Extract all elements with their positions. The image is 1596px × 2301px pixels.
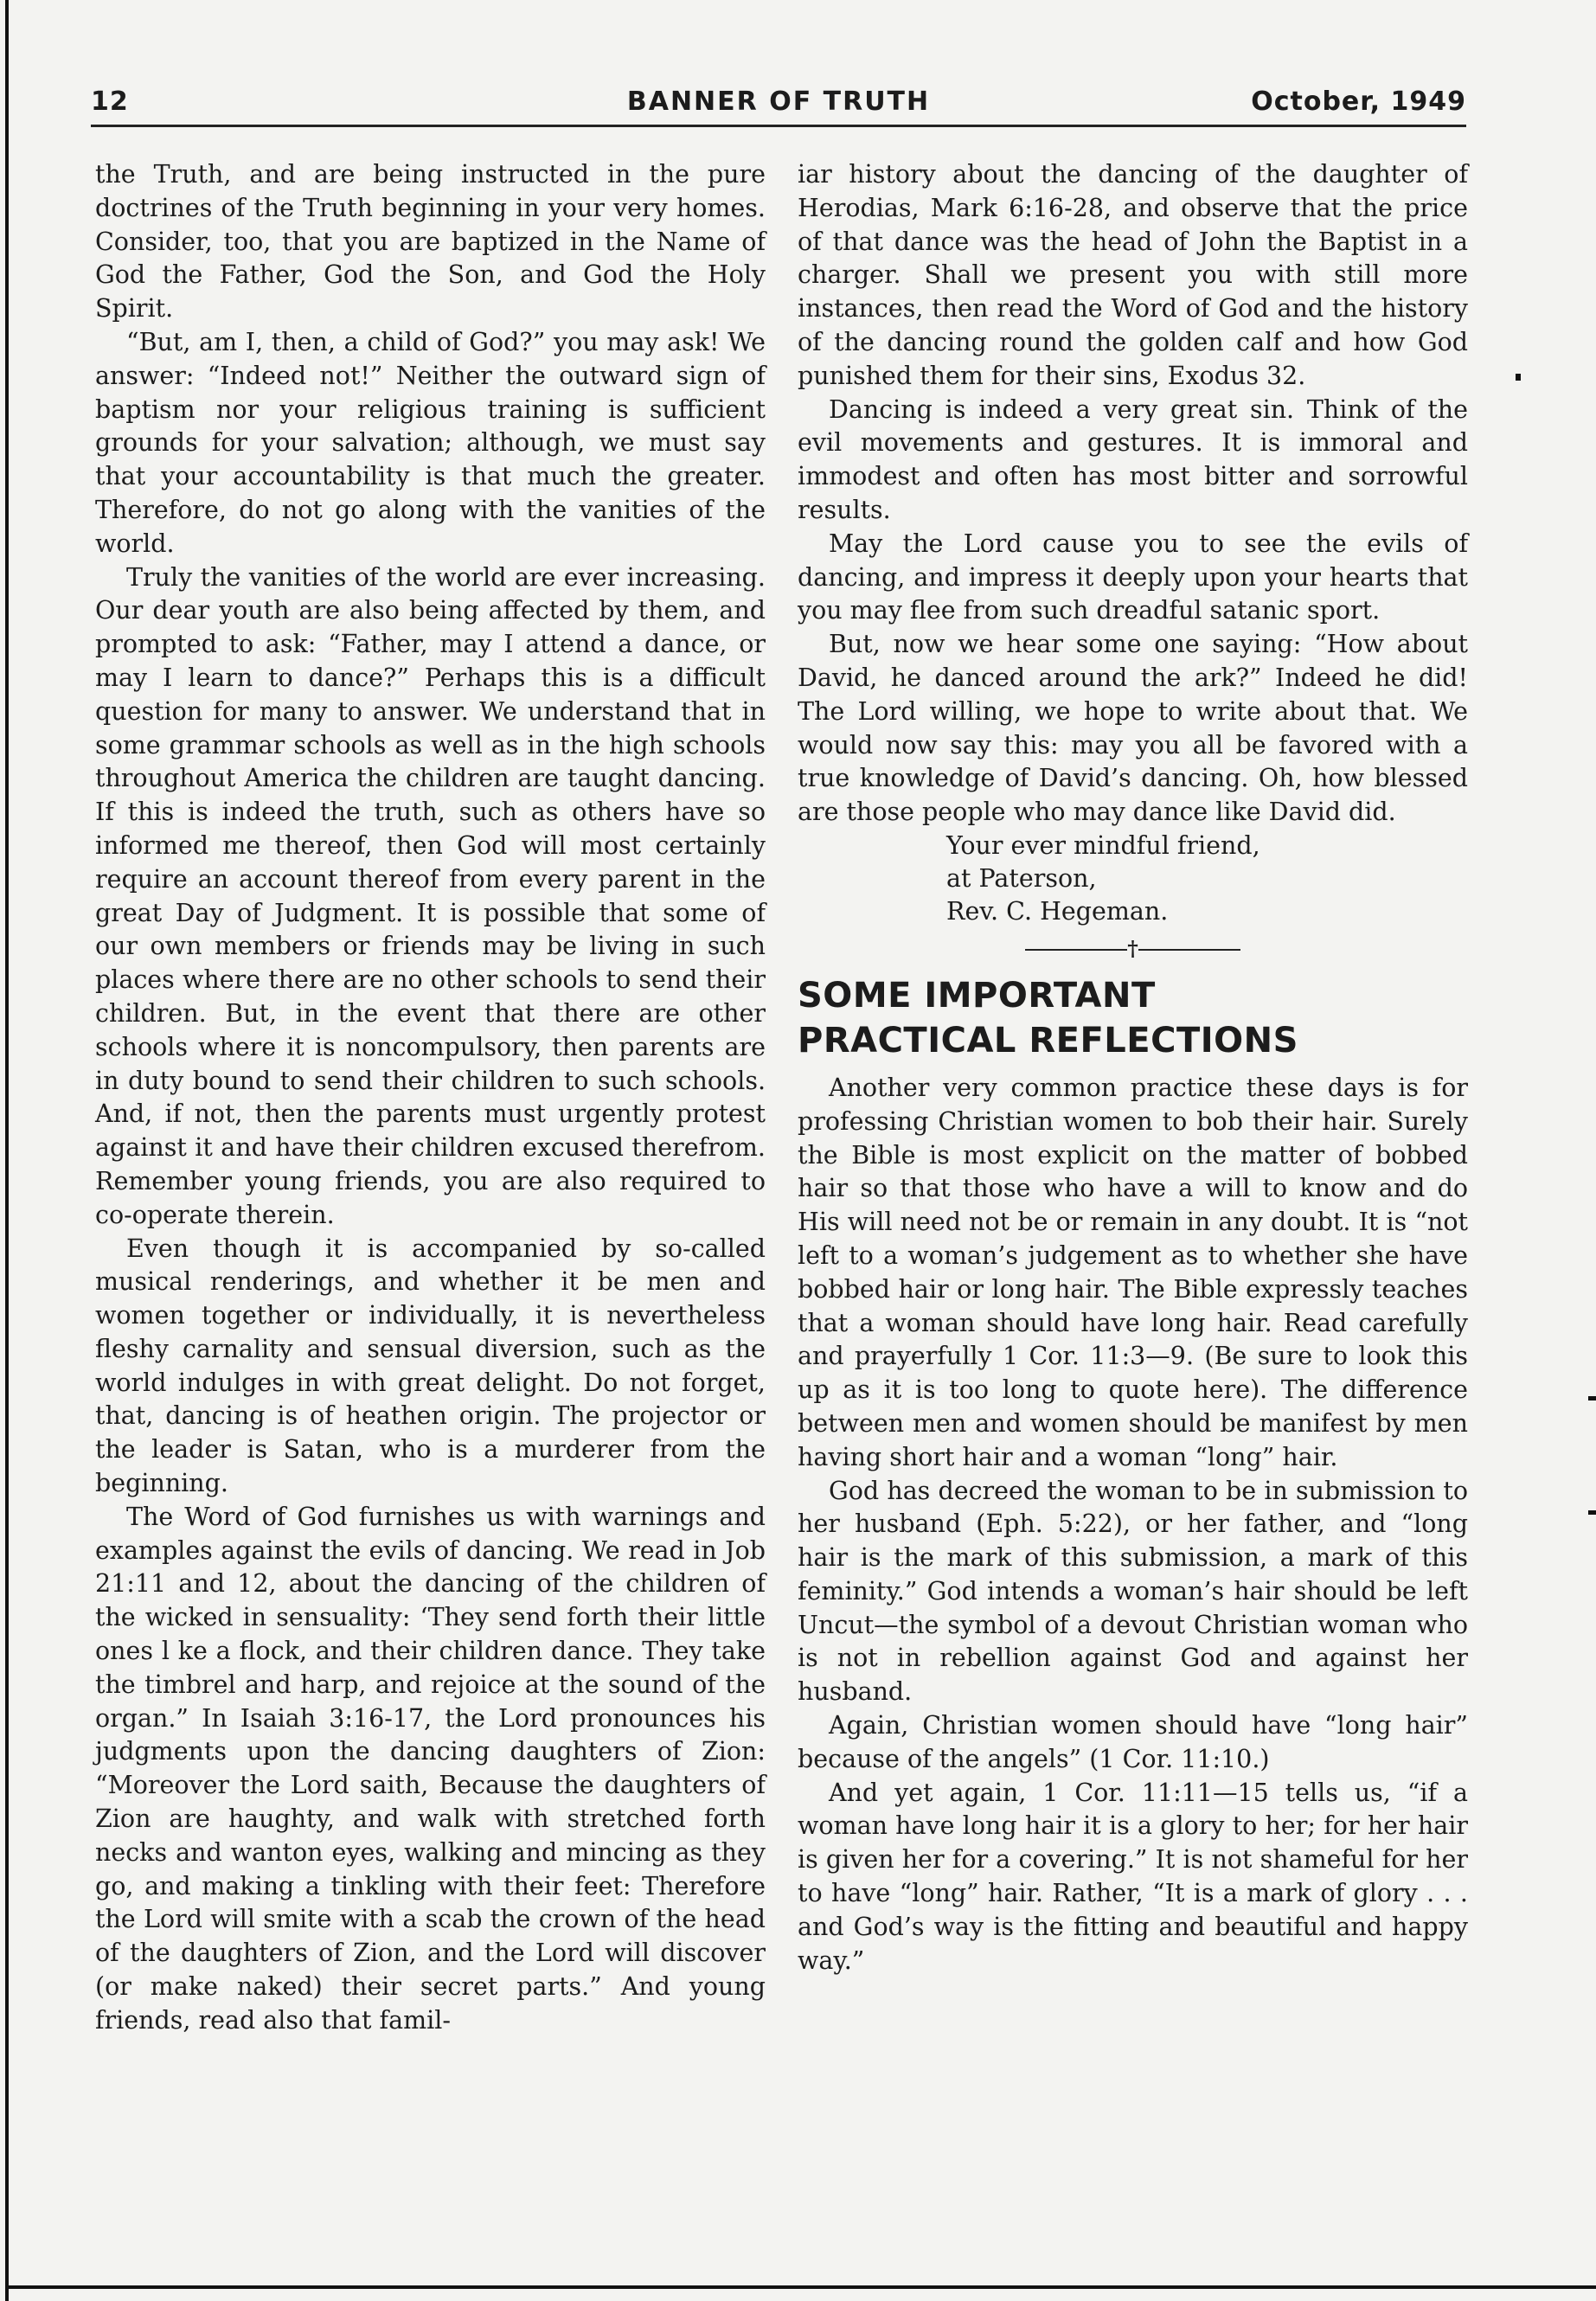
article-title-line: SOME IMPORTANT — [798, 975, 1156, 1016]
article-title-line: PRACTICAL REFLECTIONS — [798, 1020, 1298, 1061]
header-rule — [91, 125, 1466, 127]
scan-mark — [1588, 1510, 1596, 1515]
paragraph: Another very common practice these days is for professing Christian women to bob their hair. Surely the Bible is most explicit on the matter of bobbed hair so that those who have a will to know and do His will need not be or remain in any doubt. It is “not left to a woman’s judgement as to whether she have bobbed hair or long hair. The Bible expressly teaches that a woman should have long hair. Read carefully and prayerfully 1 Cor. 11:3—9. (Be sure to look this up as it is too long to quote here). The difference between men and women should be manifest by men having short hair and a woman “long” hair. — [798, 1073, 1468, 1471]
paragraph: iar history about the dancing of the daughter of Herodias, Mark 6:16-28, and observe that the price of that dance was the head of John the Baptist in a charger. Shall we present you with still more instances, then read the Word of God and the history of the dancing round the golden calf and how God punished them for their sins, Exodus 32. — [798, 160, 1468, 390]
page-number: 12 — [91, 87, 129, 117]
paragraph: The Word of God furnishes us with warnings and examples against the evils of dancing. We read in Job 21:11 and 12, about the dancing of the children of the wicked in sensuality: ‘They send forth their little ones l ke a flock, and their children dance. They take the timbrel and harp, and rejoice at the sound of the organ.” In Isaiah 3:16-17, the Lord pronounces his judgments upon the dancing daughters of Zion: “Moreover the Lord saith, Because the daughters of Zion are haughty, and walk with stretched forth necks and wanton eyes, walking and mincing as they go, and making a tinkling with their feet: Therefore the Lord will smite with a scab the crown of the head of the daughters of Zion, and the Lord will discover (or make naked) their secret parts.” And young friends, read also that famil- — [95, 1502, 766, 2035]
scan-mark — [1588, 1396, 1596, 1400]
signature-line: Your ever mindful friend, — [946, 830, 1260, 860]
paragraph: the Truth, and are being instructed in the pure doctrines of the Truth beginning in your very homes. Consider, too, that you are baptized in the Name of God the Father, God the Son, and God the Holy Spirit. — [95, 160, 766, 324]
running-header — [91, 87, 1466, 126]
divider-rule — [1025, 949, 1127, 951]
paragraph: May the Lord cause you to see the evils of dancing, and impress it deeply upon your hearts that you may flee from such dreadful satanic sport. — [798, 529, 1468, 625]
section-divider — [798, 937, 1468, 961]
paragraph: Truly the vanities of the world are ever increasing. Our dear youth are also being affected by them, and prompted to ask: “Father, may I attend a dance, or may I learn to dance?” Perhaps this is a difficult question for many to answer. We understand that in some grammar schools as well as in the high schools throughout America the children are taught dancing. If this is indeed the truth, such as others have so informed me thereof, then God will most certainly require an account thereof from every parent in the great Day of Judgment. It is possible that some of our own members or friends may be living in such places where there are no other schools to send their children. But, in the event that there are other schools where it is noncompulsory, then parents are in duty bound to send their children to such schools. And, if not, then the parents must urgently protest against it and have their children excused therefrom. Remember young friends, you are also required to co-operate therein. — [95, 562, 766, 1229]
cross-icon: † — [1127, 935, 1138, 961]
publication-title: BANNER OF TRUTH — [626, 87, 931, 117]
signature-line: at Paterson, — [946, 863, 1097, 893]
page-edge-bottom — [5, 2285, 1596, 2289]
issue-date: October, 1949 — [1251, 87, 1466, 117]
right-column — [798, 158, 1468, 1977]
article-title — [798, 973, 1468, 1063]
page-edge-left — [5, 0, 9, 2301]
letter-signature — [946, 830, 1468, 928]
divider-rule — [1138, 949, 1240, 951]
paragraph: Again, Christian women should have “long hair” because of the angels” (1 Cor. 11:10.) — [798, 1711, 1468, 1773]
paragraph: “But, am I, then, a child of God?” you may ask! We answer: “Indeed not!” Neither the outward sign of baptism nor your religious training is sufficient grounds for your salvation; although, we must say that your accountability is that much the greater. Therefore, do not go along with the vanities of the world. — [95, 327, 766, 558]
left-column — [95, 158, 766, 2038]
paragraph: And yet again, 1 Cor. 11:11—15 tells us, “if a woman have long hair it is a glory to her; for her hair is given her for a covering.” It is not shameful for her to have “long” hair. Rather, “It is a mark of glory . . . and God’s way is the fitting and beautiful and happy way.” — [798, 1778, 1468, 1975]
scan-mark — [1516, 374, 1521, 381]
paragraph: God has decreed the woman to be in submission to her husband (Eph. 5:22), or her father, and “long hair is the mark of this submission, a mark of this feminity.” God intends a woman’s hair should be left Uncut—the symbol of a devout Christian woman who is not in rebellion against God and against her husband. — [798, 1476, 1468, 1707]
paragraph: Dancing is indeed a very great sin. Think of the evil movements and gestures. It is immoral and immodest and often has most bitter and sorrowful results. — [798, 394, 1468, 524]
signature-line: Rev. C. Hegeman. — [946, 896, 1169, 926]
paragraph: But, now we hear some one saying: “How about David, he danced around the ark?” Indeed he did! The Lord willing, we hope to write about that. We would now say this: may you all be favored with a true knowledge of David’s dancing. Oh, how blessed are those people who may dance like David did. — [798, 630, 1468, 827]
paragraph: Even though it is accompanied by so-called musical renderings, and whether it be men and women together or individually, it is nevertheless fleshy carnality and sensual diversion, such as the world indulges in with great delight. Do not forget, that, dancing is of heathen origin. The projector or the leader is Satan, who is a murderer from the beginning. — [95, 1234, 766, 1498]
